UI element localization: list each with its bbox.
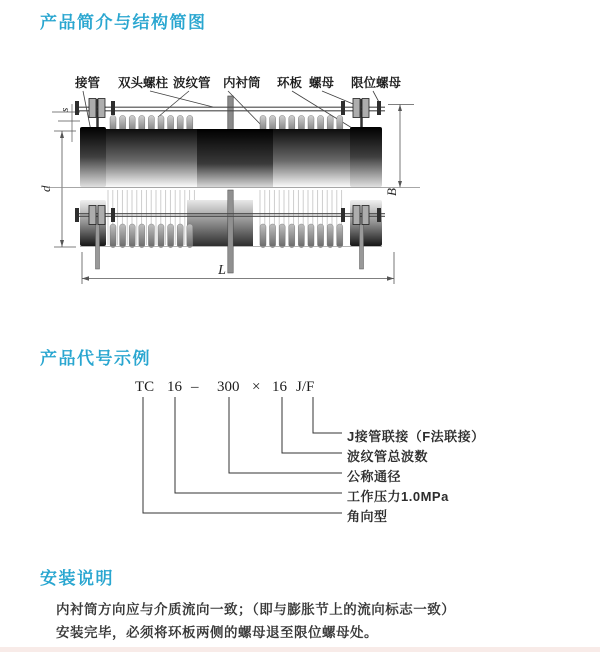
bellows-fins-bottom-right: [260, 224, 343, 248]
section-title-install: 安装说明: [40, 569, 114, 588]
part-label-nut: 螺母: [309, 76, 335, 90]
part-label-double-stud: 双头螺柱: [118, 76, 169, 90]
arrow: [398, 181, 402, 188]
code-token-connection: J/F: [296, 379, 315, 395]
part-label-ring-plate: 环板: [277, 76, 303, 90]
bellows-fins-bottom-left: [110, 224, 193, 248]
code-token-multiply: ×: [252, 379, 261, 395]
ring-plate-right: [350, 127, 382, 187]
part-label-inner-liner: 内衬筒: [223, 76, 261, 90]
center-stud-upper: [228, 96, 233, 132]
section-title-code: 产品代号示例: [40, 349, 151, 368]
arrow: [60, 131, 64, 138]
callout-waves: 波纹管总波数: [347, 449, 429, 464]
arrow: [398, 105, 402, 112]
arrow: [60, 240, 64, 247]
part-label-bellows: 波纹管: [173, 76, 211, 90]
arrow: [82, 276, 89, 280]
code-token-diameter: 300: [217, 379, 240, 395]
dimension-s-label: s: [59, 107, 71, 112]
callout-diameter: 公称通径: [347, 469, 402, 484]
section-title-intro: 产品简介与结构简图: [40, 13, 207, 32]
dimension-d: [54, 131, 76, 247]
arrow: [387, 276, 394, 280]
dimension-l-label: L: [218, 263, 226, 278]
page-bottom-edge: [0, 647, 600, 652]
dimension-d-label: d: [38, 185, 53, 192]
dimension-b: [388, 105, 414, 188]
connector-pipe-left: [80, 127, 106, 187]
inner-liner-lower: [187, 200, 253, 246]
callout-model: 角向型: [347, 509, 388, 524]
callout-connection: J接管联接（F法联接）: [347, 429, 485, 444]
code-token-pressure: 16: [167, 379, 182, 395]
install-note-line1: 内衬筒方向应与介质流向一致；（即与膨胀节上的流向标志一致）: [56, 602, 456, 617]
callout-pressure: 工作压力1.0MPa: [347, 489, 449, 504]
part-label-limit-nut: 限位螺母: [351, 76, 402, 90]
code-token-dash: –: [191, 379, 199, 395]
code-token-waves: 16: [272, 379, 287, 395]
dimension-l: [82, 252, 394, 284]
code-token-model: TC: [135, 379, 155, 395]
part-label-connector-pipe: 接管: [75, 76, 101, 90]
inner-liner-section: [197, 129, 273, 187]
dimension-b-label: B: [384, 188, 399, 196]
install-note-line2: 安装完毕，必须将环板两侧的螺母退至限位螺母处。: [56, 625, 378, 640]
